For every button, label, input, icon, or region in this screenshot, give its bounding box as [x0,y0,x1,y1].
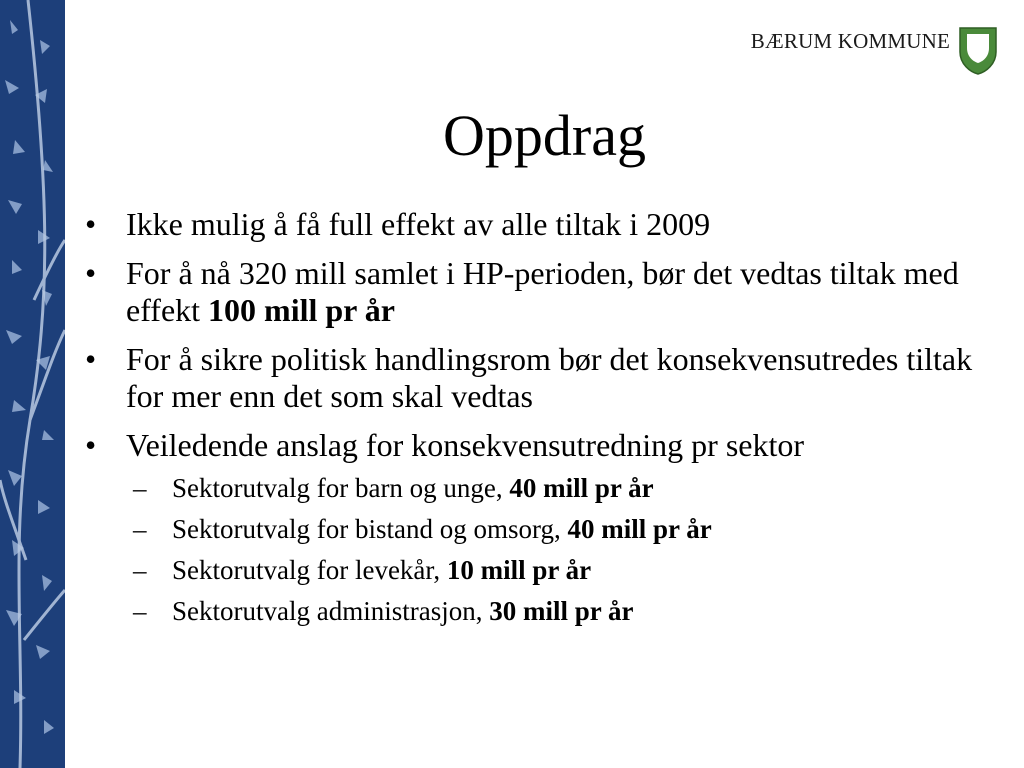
slide-title: Oppdrag [443,103,646,168]
bullet-marker: • [85,255,97,291]
sub-bullet-item [126,513,985,546]
logo [751,26,998,76]
sub-bullet-text: Sektorutvalg administrasjon, [172,596,490,626]
sub-bullet-marker: – [133,473,147,503]
sub-bullet-item [126,595,985,628]
coat-of-arms-icon [958,26,998,76]
sub-bullet-bold-text: 30 mill pr år [489,596,634,626]
sub-bullet-item [126,472,985,505]
bullet-text: Veiledende anslag for konsekvensutredning pr sektor [126,427,805,463]
bullet-marker: • [85,341,97,377]
sub-bullet-text: Sektorutvalg for bistand og omsorg, [172,514,568,544]
bullet-text: Ikke mulig å få full effekt av alle tiltak i 2009 [126,206,711,242]
bullet-text: For å sikre politisk handlingsrom bør det konsekvensutredes tiltak for mer enn det som skal vedtas [126,341,973,414]
decorative-tree-strip [0,0,65,768]
sub-bullet-text: Sektorutvalg for barn og unge, [172,473,510,503]
bullet-list [85,206,985,640]
bullet-item [85,206,985,243]
tree-pattern-icon [0,0,65,768]
sub-bullet-bold-text: 40 mill pr år [509,473,654,503]
sub-bullet-list [126,472,985,628]
sub-bullet-marker: – [133,514,147,544]
bullet-marker: • [85,427,97,463]
logo-text: BÆRUM KOMMUNE [750,29,950,53]
bullet-item [85,341,985,415]
sub-bullet-marker: – [133,596,147,626]
sub-bullet-text: Sektorutvalg for levekår, [172,555,447,585]
bullet-marker: • [85,206,97,242]
bullet-item [85,427,985,628]
bullet-bold-text: 100 mill pr år [208,292,395,328]
sub-bullet-marker: – [133,555,147,585]
sub-bullet-item [126,554,985,587]
bullet-text: For å nå 320 mill samlet i HP-perioden, bør det vedtas tiltak med effekt [126,255,959,328]
sub-bullet-bold-text: 40 mill pr år [567,514,712,544]
sub-bullet-bold-text: 10 mill pr år [446,555,592,585]
bullet-item [85,255,985,329]
